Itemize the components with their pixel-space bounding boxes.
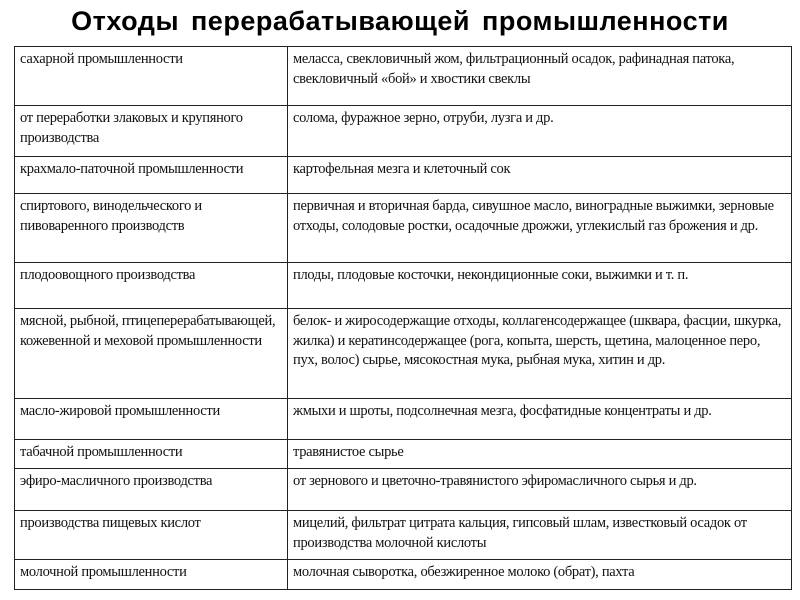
industry-cell: масло-жировой промышленности [15, 399, 288, 440]
industry-cell: от переработки злаковых и крупяного производства [15, 106, 288, 157]
table-row [15, 194, 792, 263]
industry-cell: сахарной промышленности [15, 47, 288, 106]
table-row [15, 309, 792, 399]
industry-cell: плодоовощного производства [15, 263, 288, 309]
waste-cell: солома, фуражное зерно, отруби, лузга и др. [288, 106, 792, 157]
table-row [15, 469, 792, 511]
table-row [15, 263, 792, 309]
waste-cell: жмыхи и шроты, подсолнечная мезга, фосфатидные концентраты и др. [288, 399, 792, 440]
table-row [15, 440, 792, 469]
industry-cell: табачной промышленности [15, 440, 288, 469]
waste-cell: травянистое сырье [288, 440, 792, 469]
waste-cell: меласса, свекловичный жом, фильтрационный осадок, рафинадная патока, свекловичный «бой» и хвостики свеклы [288, 47, 792, 106]
industry-cell: эфиро-масличного производства [15, 469, 288, 511]
industry-cell: мясной, рыбной, птицеперерабатывающей, кожевенной и меховой промышленности [15, 309, 288, 399]
industry-cell: крахмало-паточной промышленности [15, 157, 288, 194]
waste-cell: мицелий, фильтрат цитрата кальция, гипсовый шлам, известковый осадок от производства молочной кислоты [288, 511, 792, 560]
table-row [15, 106, 792, 157]
waste-cell: картофельная мезга и клеточный сок [288, 157, 792, 194]
waste-cell: первичная и вторичная барда, сивушное масло, виноградные выжимки, зерновые отходы, солодовые ростки, осадочные дрожжи, углекислый газ брожения и др. [288, 194, 792, 263]
industry-cell: спиртового, винодельческого и пивоваренного производств [15, 194, 288, 263]
page-title: Отходы перерабатывающей промышленности [71, 6, 729, 36]
table-row [15, 47, 792, 106]
waste-table [14, 46, 792, 590]
waste-cell: от зернового и цветочно-травянистого эфиромасличного сырья и др. [288, 469, 792, 511]
waste-cell: плоды, плодовые косточки, некондиционные соки, выжимки и т. п. [288, 263, 792, 309]
table-row [15, 511, 792, 560]
table-row [15, 399, 792, 440]
industry-cell: производства пищевых кислот [15, 511, 288, 560]
table-row [15, 157, 792, 194]
waste-cell: молочная сыворотка, обезжиренное молоко (обрат), пахта [288, 560, 792, 590]
waste-cell: белок- и жиросодержащие отходы, коллагенсодержащее (шквара, фасции, шкурка, жилка) и кератинсодержащее (рога, копыта, шерсть, щетина, малоценное перо, пух, волос) сырье, мясокостная мука, рыбная мука, хитин и др. [288, 309, 792, 399]
table-row [15, 560, 792, 590]
industry-cell: молочной промышленности [15, 560, 288, 590]
